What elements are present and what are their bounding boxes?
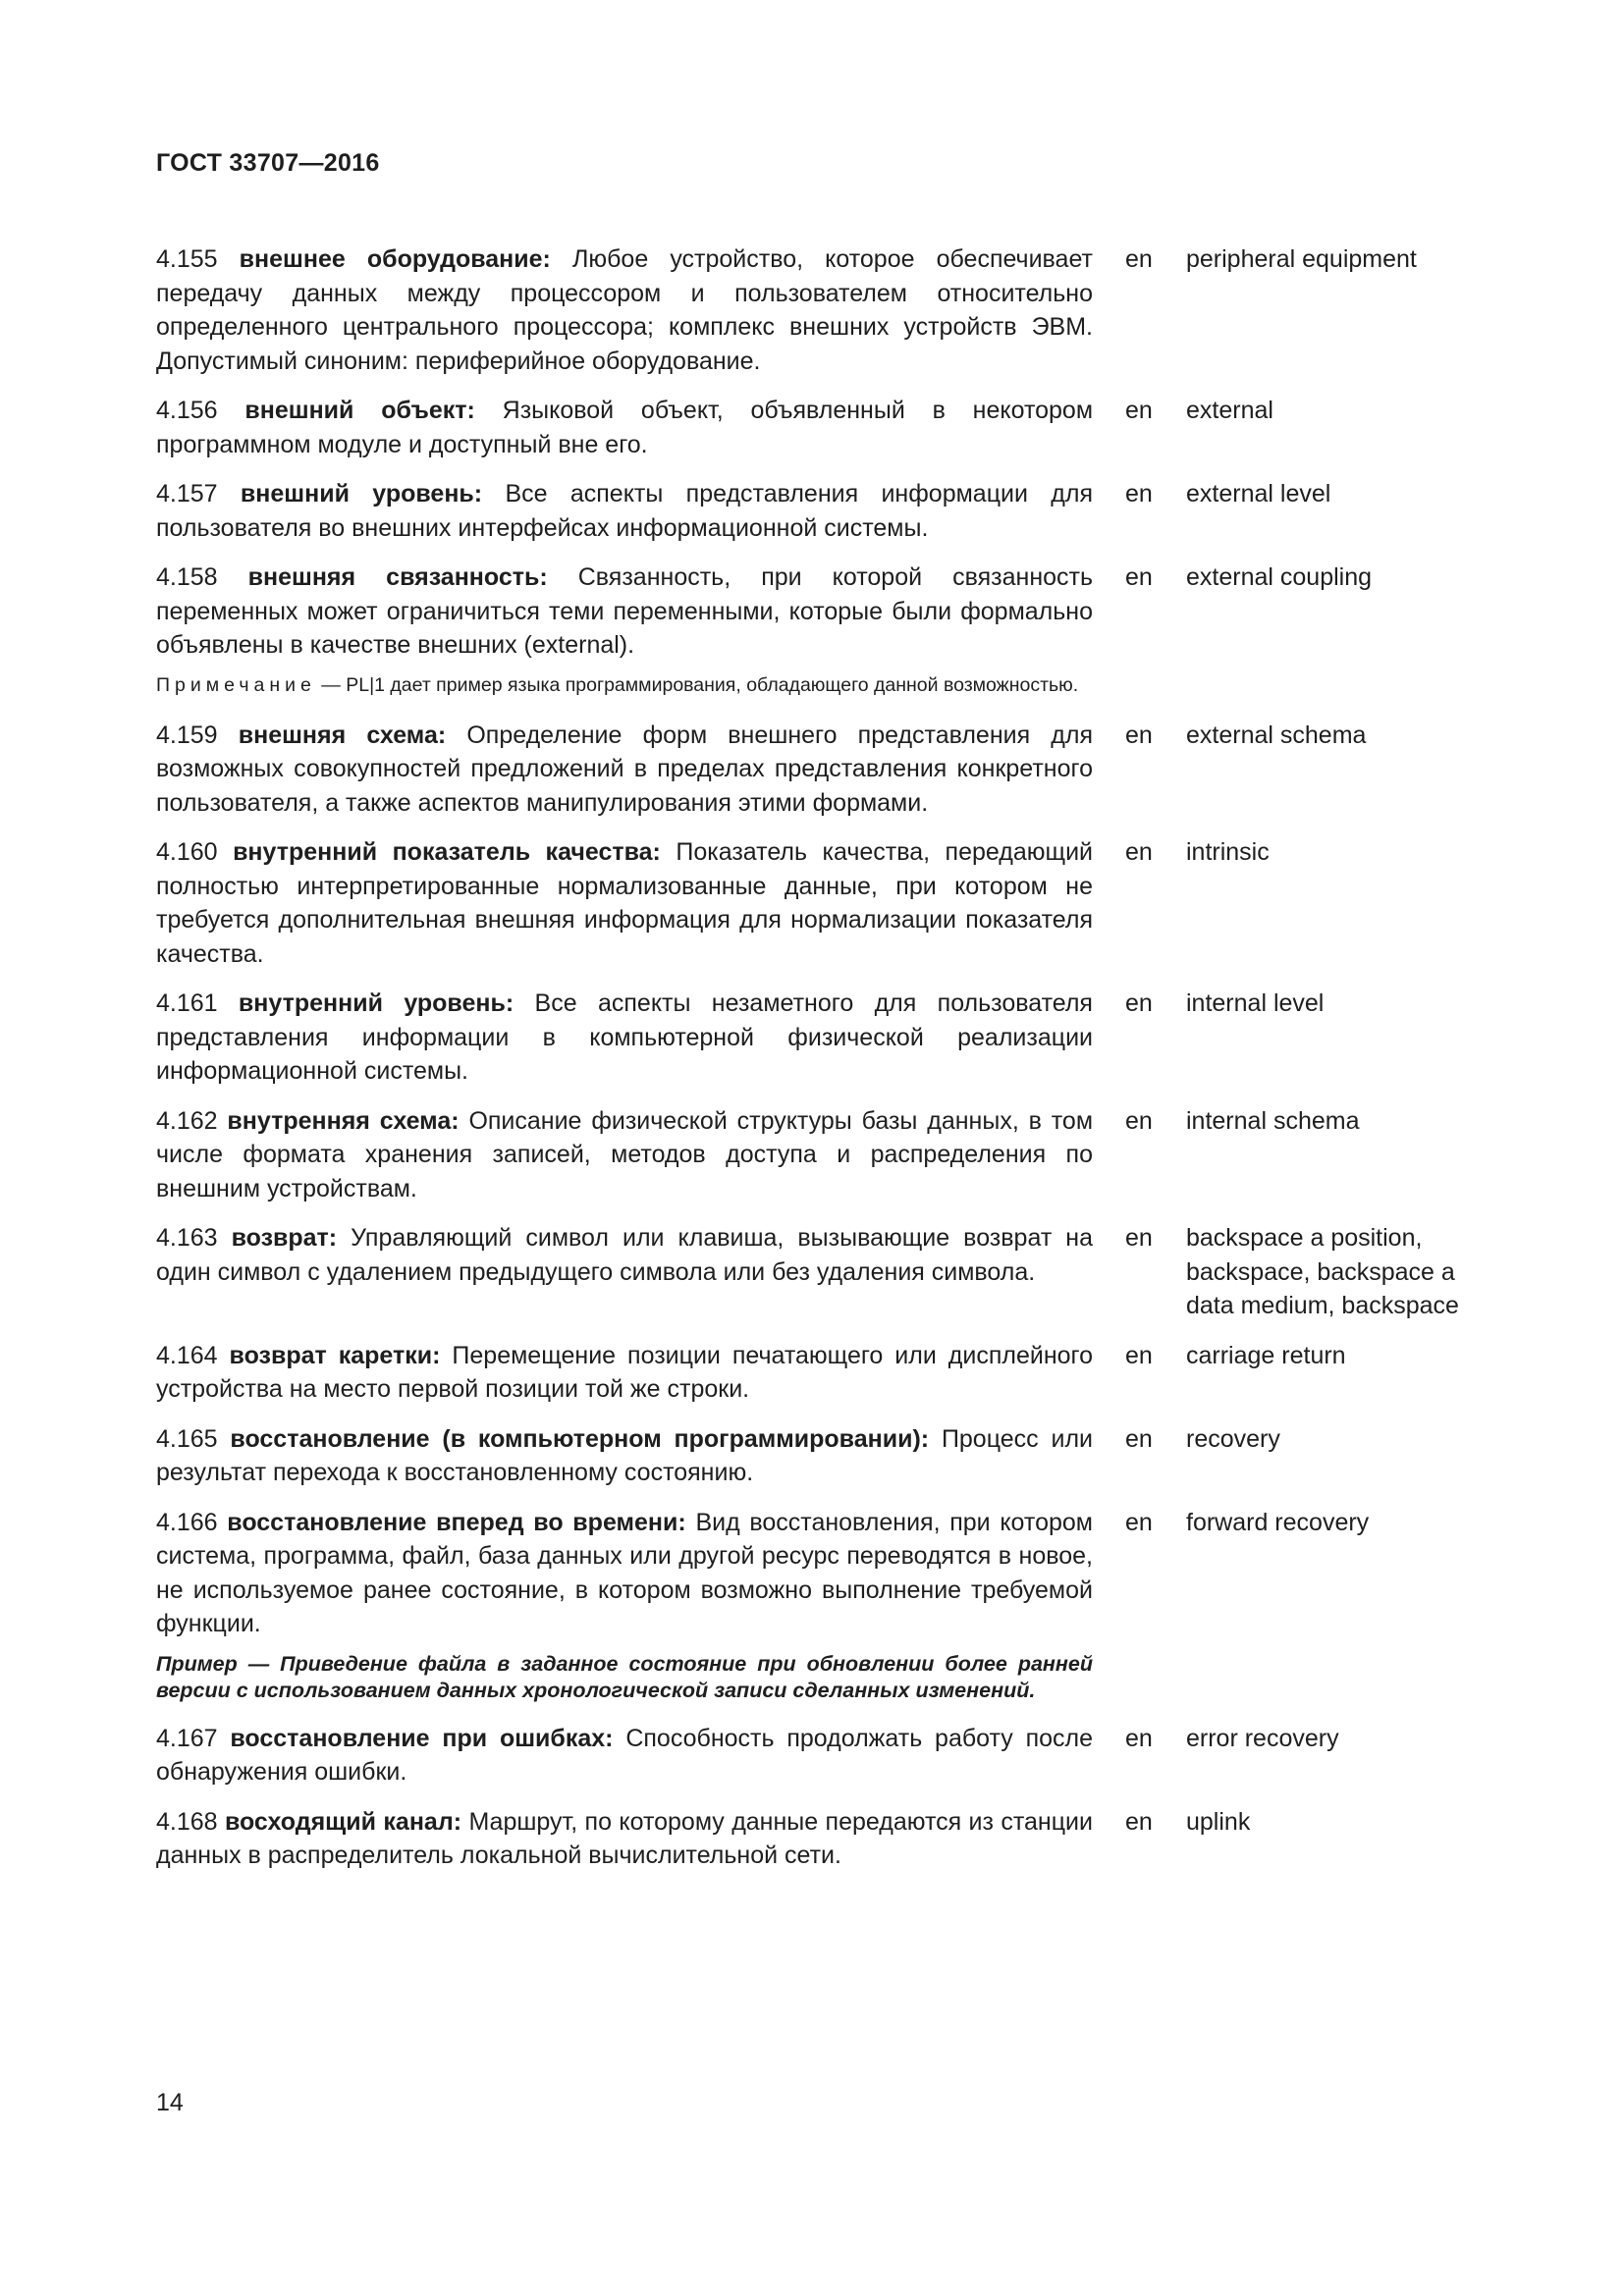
term-text bbox=[156, 1221, 1093, 1289]
language-code: en bbox=[1125, 838, 1153, 866]
english-equivalent: external coupling bbox=[1186, 563, 1373, 591]
term-name: восстановление (в компьютерном программировании): bbox=[230, 1424, 930, 1453]
term-definition: Все аспекты незаметного для пользователя представления информации в компьютерной физической реализации информационной системы. bbox=[156, 989, 1093, 1085]
term-definition: Процесс или результат перехода к восстановленному состоянию. bbox=[156, 1424, 1094, 1486]
language-code: en bbox=[1125, 1724, 1153, 1752]
page-number: 14 bbox=[156, 2089, 184, 2116]
term-definition: Вид восстановления, при котором система, программа, файл, база данных или другой ресурс переводятся в новое, не используемое ранее состояние, в котором возможно выполнение требуемой функции. bbox=[156, 1508, 1093, 1637]
language-code: en bbox=[1125, 1424, 1153, 1453]
term-name: внутренний уровень: bbox=[238, 989, 514, 1017]
term-definition: Управляющий символ или клавиша, вызывающие возврат на один символ с удалением предыдущего символа или без удаления символа. bbox=[156, 1224, 1093, 1286]
note-text: — PL|1 дает пример языка программирования, обладающего данной возможностью. bbox=[321, 673, 1079, 696]
term-number: 4.158 bbox=[156, 563, 218, 591]
term-definition: Перемещение позиции печатающего или дисплейного устройства на место первой позиции той же строки. bbox=[156, 1341, 1094, 1403]
language-code: en bbox=[1125, 721, 1153, 749]
term-number: 4.156 bbox=[156, 397, 218, 424]
term-entry-4156 bbox=[156, 394, 1482, 461]
term-entry-4168 bbox=[156, 1805, 1482, 1873]
term-definition: Все аспекты представления информации для пользователя во внешних интерфейсах информационной системы. bbox=[156, 480, 1093, 542]
term-number: 4.159 bbox=[156, 721, 218, 749]
language-code: en bbox=[1125, 245, 1153, 273]
term-entry-4167 bbox=[156, 1722, 1482, 1789]
term-entry-4160 bbox=[156, 835, 1482, 971]
term-definition: Маршрут, по которому данные передаются из станции данных в распределитель локальной вычислительной сети. bbox=[156, 1807, 1093, 1869]
term-entry-4159 bbox=[156, 719, 1482, 821]
term-entry-4161 bbox=[156, 987, 1482, 1089]
term-text bbox=[156, 242, 1093, 378]
term-name: возврат: bbox=[231, 1224, 338, 1252]
language-code: en bbox=[1125, 1341, 1153, 1369]
language-code: en bbox=[1125, 397, 1153, 424]
term-name: внутренняя схема: bbox=[227, 1106, 460, 1135]
term-entry-4162 bbox=[156, 1104, 1482, 1206]
term-text bbox=[156, 1339, 1093, 1407]
term-text bbox=[156, 477, 1093, 545]
term-text bbox=[156, 987, 1093, 1089]
term-definition: Любое устройство, которое обеспечивает передачу данных между процессором и пользователем относительно определенного центрального процессора; комплекс внешних устройств ЭВМ. Допустимый синоним: периферийное оборудование. bbox=[156, 245, 1093, 375]
english-equivalent: forward recovery bbox=[1186, 1508, 1370, 1536]
language-code: en bbox=[1125, 1106, 1153, 1135]
english-equivalent: peripheral equipment bbox=[1186, 245, 1417, 273]
term-text bbox=[156, 835, 1093, 971]
term-name: внешний уровень: bbox=[240, 480, 483, 507]
term-name: внутренний показатель качества: bbox=[233, 838, 661, 866]
term-definition: Описание физической структуры базы данных, в том числе формата хранения записей, методов доступа и распределения по внешним устройствам. bbox=[156, 1106, 1094, 1202]
term-entry-4158 bbox=[156, 561, 1482, 663]
term-number: 4.160 bbox=[156, 838, 218, 866]
english-equivalent: carriage return bbox=[1186, 1341, 1346, 1369]
term-number: 4.155 bbox=[156, 245, 218, 273]
term-text bbox=[156, 1805, 1093, 1873]
english-equivalent: recovery bbox=[1186, 1424, 1280, 1453]
english-equivalent: internal level bbox=[1186, 989, 1325, 1017]
language-code: en bbox=[1125, 563, 1153, 591]
term-name: внешнее оборудование: bbox=[239, 245, 551, 273]
note-label: Примечание bbox=[156, 673, 316, 696]
term-definition: Связанность, при которой связанность переменных может ограничиться теми переменными, которые были формально объявлены в качестве внешних (external). bbox=[156, 563, 1094, 659]
term-definition: Определение форм внешнего представления для возможных совокупностей предложений в пределах представления конкретного пользователя, а также аспектов манипулирования этими формами. bbox=[156, 721, 1093, 817]
term-definition: Способность продолжать работу после обнаружения ошибки. bbox=[156, 1724, 1094, 1786]
term-number: 4.165 bbox=[156, 1424, 218, 1453]
term-number: 4.163 bbox=[156, 1224, 218, 1252]
english-equivalent: intrinsic bbox=[1186, 838, 1270, 866]
term-list bbox=[156, 242, 1482, 1889]
term-text bbox=[156, 1104, 1093, 1206]
term-entry-4164 bbox=[156, 1339, 1482, 1407]
english-equivalent: external bbox=[1186, 397, 1273, 424]
term-entry-4165 bbox=[156, 1422, 1482, 1490]
term-text bbox=[156, 719, 1093, 821]
language-code: en bbox=[1125, 1224, 1153, 1252]
term-entry-4155 bbox=[156, 242, 1482, 378]
term-entry-4166 bbox=[156, 1506, 1482, 1641]
term-example: Пример — Приведение файла в заданное состояние при обновлении более ранней версии с использованием данных хронологической записи сделанных изменений. bbox=[156, 1651, 1093, 1702]
english-equivalent: uplink bbox=[1186, 1807, 1251, 1836]
term-text bbox=[156, 1506, 1093, 1641]
english-equivalent: external level bbox=[1186, 480, 1331, 507]
english-equivalent: backspace a position, backspace, backspace a data medium, backspace bbox=[1186, 1224, 1459, 1319]
english-equivalent: internal schema bbox=[1186, 1106, 1360, 1135]
term-number: 4.157 bbox=[156, 480, 218, 507]
term-definition: Языковой объект, объявленный в некотором программном модуле и доступный вне его. bbox=[156, 397, 1094, 458]
term-name: внешний объект: bbox=[244, 397, 475, 424]
english-equivalent: external schema bbox=[1186, 721, 1367, 749]
term-text bbox=[156, 394, 1093, 461]
language-code: en bbox=[1125, 480, 1153, 507]
term-name: возврат каретки: bbox=[229, 1341, 441, 1369]
term-name: восстановление вперед во времени: bbox=[227, 1508, 686, 1536]
term-name: восходящий канал: bbox=[224, 1807, 462, 1836]
term-text bbox=[156, 561, 1093, 663]
language-code: en bbox=[1125, 1508, 1153, 1536]
language-code: en bbox=[1125, 1807, 1153, 1836]
term-number: 4.164 bbox=[156, 1341, 218, 1369]
term-definition: Показатель качества, передающий полностью интерпретированные нормализованные данные, при котором не требуется дополнительная внешняя информация для нормализации показателя качества. bbox=[156, 838, 1093, 968]
term-entry-4163 bbox=[156, 1221, 1482, 1323]
term-number: 4.167 bbox=[156, 1724, 218, 1752]
term-name: внешняя связанность: bbox=[247, 563, 548, 591]
term-number: 4.162 bbox=[156, 1106, 218, 1135]
document-header: ГОСТ 33707—2016 bbox=[156, 149, 380, 177]
term-name: восстановление при ошибках: bbox=[230, 1724, 614, 1752]
term-text bbox=[156, 1422, 1093, 1490]
term-number: 4.166 bbox=[156, 1508, 218, 1536]
term-note bbox=[156, 672, 1093, 699]
term-entry-4157 bbox=[156, 477, 1482, 545]
term-name: внешняя схема: bbox=[238, 721, 447, 749]
term-number: 4.168 bbox=[156, 1807, 218, 1836]
language-code: en bbox=[1125, 989, 1153, 1017]
term-number: 4.161 bbox=[156, 989, 218, 1017]
term-text bbox=[156, 1722, 1093, 1789]
english-equivalent: error recovery bbox=[1186, 1724, 1339, 1752]
